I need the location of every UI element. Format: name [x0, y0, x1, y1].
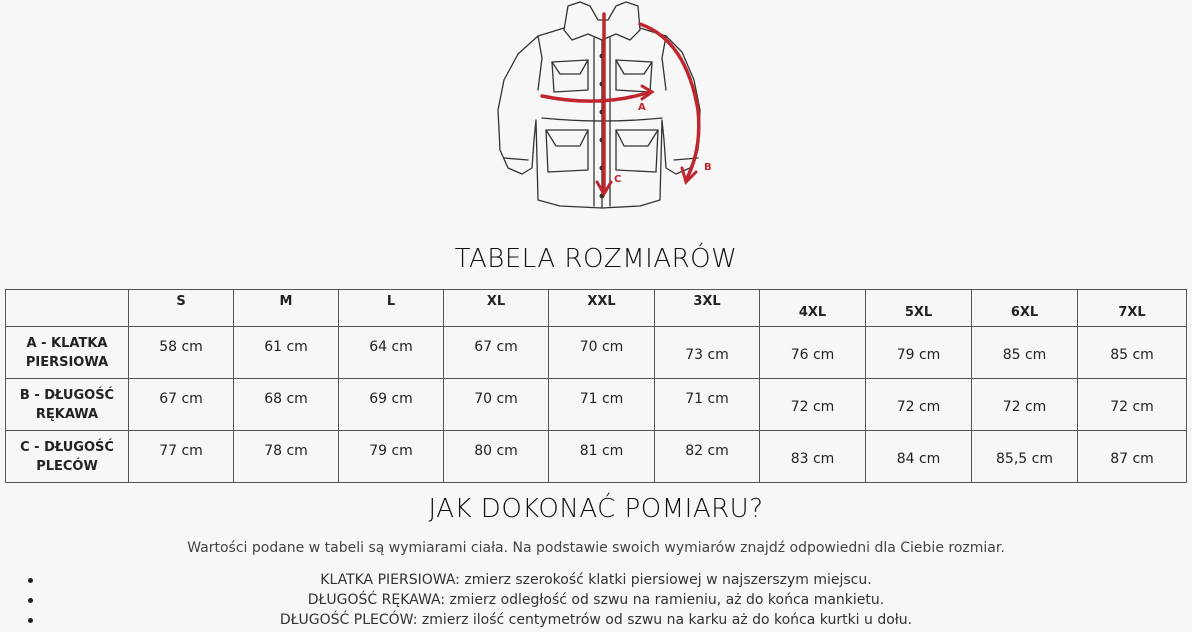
row-label [6, 379, 129, 431]
row-label-line: A - KLATKA [26, 335, 108, 351]
arrow-b-sleeve [640, 24, 699, 180]
table-row-sleeve [6, 379, 1187, 431]
intro-text: Wartości podane w tabeli są wymiarami ciała. Na podstawie swoich wymiarów znajdź odpowiedni dla Ciebie rozmiar. [187, 540, 1005, 556]
table-cell: 87 cm [1078, 431, 1187, 483]
corner-cell [6, 290, 129, 327]
row-label-line: B - DŁUGOŚĆ [19, 387, 115, 403]
table-cell: 72 cm [760, 379, 866, 431]
table-cell: 81 cm [549, 431, 655, 483]
list-item [0, 590, 1192, 610]
table-cell: 61 cm [234, 327, 339, 379]
table-cell: 78 cm [234, 431, 339, 483]
table-cell: 79 cm [866, 327, 972, 379]
list-item [0, 610, 1192, 630]
table-cell: 85,5 cm [972, 431, 1078, 483]
table-row-back [6, 431, 1187, 483]
table-cell: 72 cm [866, 379, 972, 431]
list-item-text: DŁUGOŚĆ PLECÓW: zmierz ilość centymetrów od szwu na karku aż do końca kurtki u dołu. [279, 612, 913, 628]
table-cell: 70 cm [549, 327, 655, 379]
table-cell: 70 cm [444, 379, 549, 431]
size-header: 4XL [760, 290, 866, 327]
table-row-chest [6, 327, 1187, 379]
table-cell: 84 cm [866, 431, 972, 483]
table-cell: 64 cm [339, 327, 444, 379]
label-a: A [638, 102, 646, 113]
table-cell: 85 cm [1078, 327, 1187, 379]
table-cell: 71 cm [549, 379, 655, 431]
table-cell: 80 cm [444, 431, 549, 483]
list-item-text: DŁUGOŚĆ RĘKAWA: zmierz odległość od szwu na ramieniu, aż do końca mankietu. [307, 592, 885, 608]
label-b: B [704, 162, 712, 173]
size-header: S [129, 290, 234, 327]
table-cell: 71 cm [655, 379, 760, 431]
table-cell: 58 cm [129, 327, 234, 379]
size-header: L [339, 290, 444, 327]
bullet-icon [28, 578, 33, 583]
table-cell: 85 cm [972, 327, 1078, 379]
bullet-icon [28, 618, 33, 623]
table-cell: 76 cm [760, 327, 866, 379]
row-label [6, 431, 129, 483]
row-label-line: C - DŁUGOŚĆ [20, 439, 114, 455]
list-item-text: KLATKA PIERSIOWA: zmierz szerokość klatki piersiowej w najszerszym miejscu. [320, 572, 872, 588]
size-header: XXL [549, 290, 655, 327]
jacket-outline [498, 2, 700, 208]
table-cell: 68 cm [234, 379, 339, 431]
table-cell: 67 cm [129, 379, 234, 431]
size-header: XL [444, 290, 549, 327]
table-cell: 73 cm [655, 327, 760, 379]
row-label-line: PIERSIOWA [25, 354, 109, 370]
how-to-measure-title: JAK DOKONAĆ POMIARU? [428, 494, 764, 524]
list-item [0, 570, 1192, 590]
size-table [5, 289, 1187, 483]
arrow-a-chest [542, 92, 650, 101]
table-cell: 67 cm [444, 327, 549, 379]
jacket-measurement-illustration [490, 0, 730, 215]
size-header-row [6, 290, 1187, 327]
table-cell: 83 cm [760, 431, 866, 483]
table-cell: 77 cm [129, 431, 234, 483]
size-header: 7XL [1078, 290, 1187, 327]
row-label [6, 327, 129, 379]
table-cell: 72 cm [972, 379, 1078, 431]
table-cell: 69 cm [339, 379, 444, 431]
size-header: 6XL [972, 290, 1078, 327]
table-cell: 82 cm [655, 431, 760, 483]
row-label-line: PLECÓW [36, 458, 98, 474]
row-label-line: RĘKAWA [35, 406, 99, 422]
table-cell: 79 cm [339, 431, 444, 483]
size-header: 3XL [655, 290, 760, 327]
measurement-list [0, 570, 1192, 630]
table-cell: 72 cm [1078, 379, 1187, 431]
size-header: M [234, 290, 339, 327]
bullet-icon [28, 598, 33, 603]
label-c: C [614, 174, 622, 185]
size-table-title: TABELA ROZMIARÓW [454, 244, 738, 274]
size-header: 5XL [866, 290, 972, 327]
